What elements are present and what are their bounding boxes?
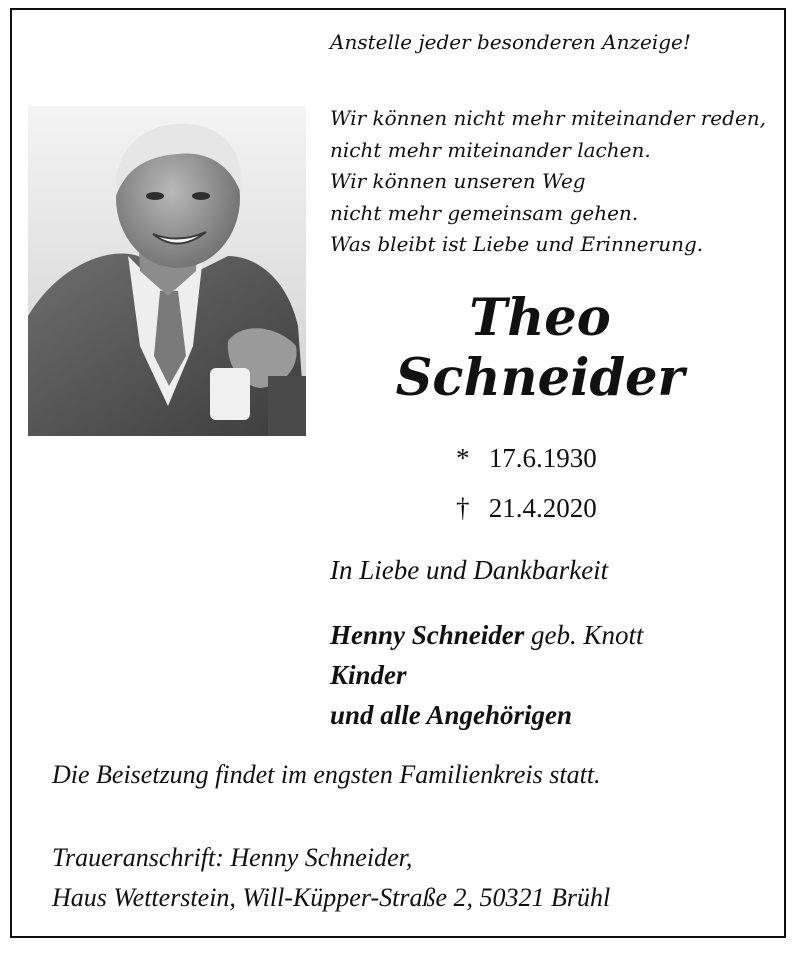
poem-line: nicht mehr miteinander lachen.	[330, 137, 651, 162]
last-name: Schneider	[395, 348, 685, 408]
mourners-list	[330, 615, 644, 735]
address-line: Traueranschrift: Henny Schneider,	[52, 843, 413, 872]
children-label: Kinder	[330, 660, 407, 690]
notice-headline: Anstelle jeder besonderen Anzeige!	[330, 30, 691, 54]
death-date: 21.4.2020	[488, 493, 597, 523]
spouse-row	[330, 615, 644, 655]
cross-icon: †	[456, 493, 470, 523]
address-line: Haus Wetterstein, Will-Küpper-Straße 2, 50321 Brühl	[52, 883, 611, 912]
birth-symbol-icon: *	[456, 443, 470, 473]
death-row	[456, 483, 597, 533]
first-name: Theo	[469, 288, 611, 348]
birth-date: 17.6.1930	[488, 443, 597, 473]
deceased-name	[380, 288, 700, 408]
spouse-maiden-name: geb. Knott	[531, 620, 644, 650]
poem-line: Wir können nicht mehr miteinander reden,	[330, 106, 767, 130]
life-dates	[456, 433, 597, 533]
relatives-label: und alle Angehörigen	[330, 700, 573, 730]
portrait-photo	[28, 106, 306, 436]
spouse-name: Henny Schneider	[330, 620, 525, 650]
birth-row	[456, 433, 597, 483]
dedication: In Liebe und Dankbarkeit	[330, 555, 609, 585]
mourning-address	[52, 838, 610, 918]
poem-line: Wir können unseren Weg	[330, 169, 586, 193]
memorial-poem	[330, 103, 766, 261]
poem-line: Was bleibt ist Liebe und Erinnerung.	[330, 232, 704, 256]
poem-line: nicht mehr gemeinsam gehen.	[330, 200, 639, 225]
funeral-note: Die Beisetzung findet im engsten Familienkreis statt.	[52, 760, 601, 789]
